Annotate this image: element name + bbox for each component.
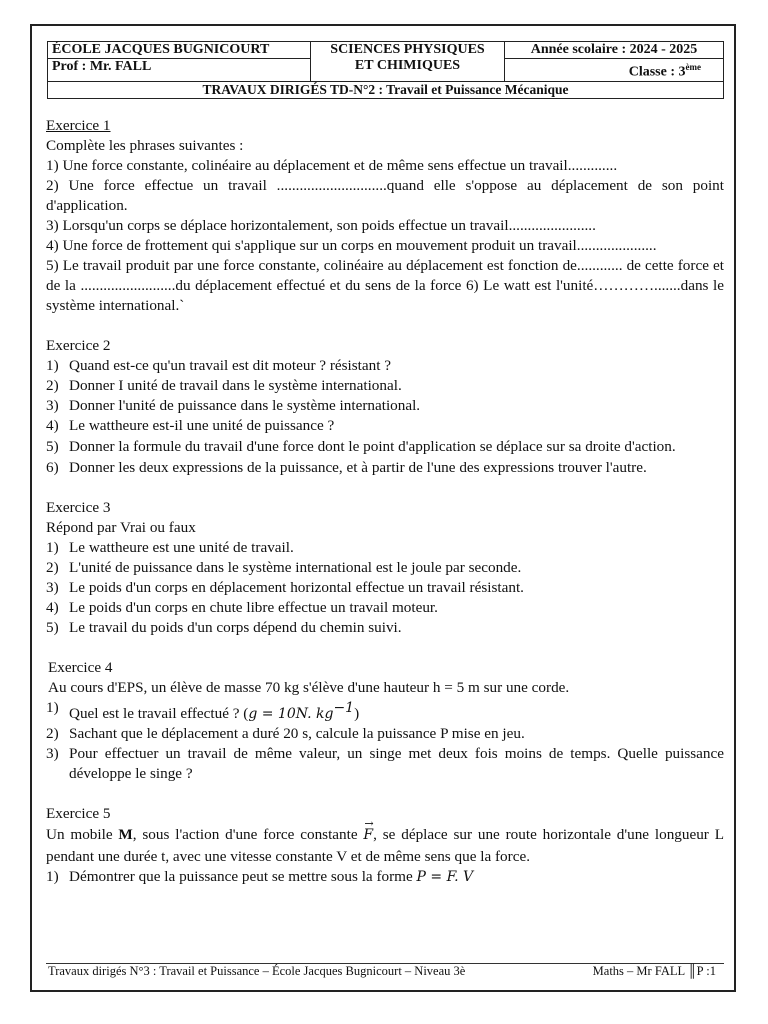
question-item: 2) L'unité de puissance dans le système international est le joule par seconde.	[46, 559, 522, 576]
exercise-3-title: Exercice 3	[46, 499, 111, 516]
subject	[311, 42, 505, 82]
exercise-5	[46, 804, 724, 887]
school-name: ÉCOLE JACQUES BUGNICOURT	[48, 42, 311, 59]
exercise-1-line: 4) Une force de frottement qui s'applique sur un corps en mouvement produit un travail.....................	[46, 237, 657, 254]
exercise-4-intro: Au cours d'EPS, un élève de masse 70 kg s'élève d'une hauteur h = 5 m sur une corde.	[48, 679, 570, 696]
exercise-1-title: Exercice 1	[46, 117, 111, 134]
question-item: 2) Donner I unité de travail dans le système international.	[46, 377, 402, 394]
exercise-1-intro: Complète les phrases suivantes :	[46, 137, 244, 154]
footer-left: Travaux dirigés N°3 : Travail et Puissance – École Jacques Bugnicourt – Niveau 3è	[48, 964, 466, 978]
exercise-1-line: 1) Une force constante, colinéaire au déplacement et de même sens effectue un travail.............	[46, 157, 618, 174]
exercise-2-title: Exercice 2	[46, 337, 111, 354]
power-formula: P = F. V	[416, 869, 474, 886]
question-item: 1) Démontrer que la puissance peut se mettre sous la forme P = F. V	[46, 868, 474, 886]
td-title: TRAVAUX DIRIGÉS TD-N°2 : Travail et Puissance Mécanique	[48, 81, 724, 98]
question-item: 3) Le poids d'un corps en déplacement horizontal effectue un travail résistant.	[46, 579, 524, 596]
question-item: 1) Le wattheure est une unité de travail.	[46, 539, 294, 556]
question-item: 4) Le wattheure est-il une unité de puissance ?	[46, 417, 335, 434]
teacher-name: Prof : Mr. FALL	[48, 59, 311, 82]
question-item: 3) Donner l'unité de puissance dans le système international.	[46, 397, 421, 414]
mobile-label: M	[118, 826, 133, 844]
question-item: 5) Donner la formule du travail d'une force dont le point d'application se déplace sur sa droite d'action.	[46, 438, 676, 455]
exercise-4	[46, 658, 724, 784]
school-year: Année scolaire : 2024 - 2025	[505, 42, 724, 59]
question-item: 3) Pour effectuer un travail de même valeur, un singe met deux fois moins de temps. Quelle puissance développe le singe ?	[46, 745, 724, 783]
question-item: 4) Le poids d'un corps en chute libre effectue un travail moteur.	[46, 599, 438, 616]
exercise-3	[46, 498, 724, 638]
exercise-2	[46, 336, 724, 478]
question-item: 5) Le travail du poids d'un corps dépend du chemin suivi.	[46, 619, 402, 636]
gravity-formula: g = 10N. kg	[248, 706, 334, 723]
exercise-5-text: Un mobile M, sous l'action d'une force constante → F, se déplace sur une route horizontale d'une longueur L pendant une durée t, avec une vitesse constante V et de même sens que la force.	[46, 817, 724, 866]
question-item: 6) Donner les deux expressions de la puissance, et à partir de l'une des expressions trouver l'autre.	[46, 459, 647, 476]
subject-line2: ET CHIMIQUES	[354, 58, 461, 73]
document-body	[46, 116, 724, 887]
exercise-4-title: Exercice 4	[48, 659, 113, 676]
footer-right: Maths – Mr FALL ║P :1	[592, 964, 716, 978]
question-item: 1) Quand est-ce qu'un travail est dit moteur ? résistant ?	[46, 357, 391, 374]
exercise-3-intro: Répond par Vrai ou faux	[46, 519, 196, 536]
class-label: Classe : 3	[628, 64, 686, 80]
subject-line1: SCIENCES PHYSIQUES	[330, 42, 485, 57]
exercise-5-title: Exercice 5	[46, 805, 111, 823]
exercise-1-line: 2) Une force effectue un travail .............................quand elle s'oppose au déplacement de son point d'application.	[46, 177, 724, 214]
question-item: 1) Quel est le travail effectué ? (g = 10N. $kg^{-1}$)	[46, 699, 360, 723]
class-level	[505, 59, 724, 82]
exercise-1-line: 5) Le travail produit par une force constante, colinéaire au déplacement est fonction de............ de cette force et de la .........................du déplacement effectué et du sens de la force 6) Le watt est l'unité………….......dans le système international.`	[46, 257, 724, 314]
exercise-1	[46, 116, 724, 316]
force-vector: → F	[363, 817, 374, 844]
question-item: 2) Sachant que le déplacement a duré 20 s, calcule la puissance P mise en jeu.	[46, 725, 525, 743]
exercise-1-line: 3) Lorsqu'un corps se déplace horizontalement, son poids effectue un travail.......................	[46, 217, 596, 234]
class-sup: ème	[685, 62, 701, 72]
header-table	[47, 41, 724, 99]
